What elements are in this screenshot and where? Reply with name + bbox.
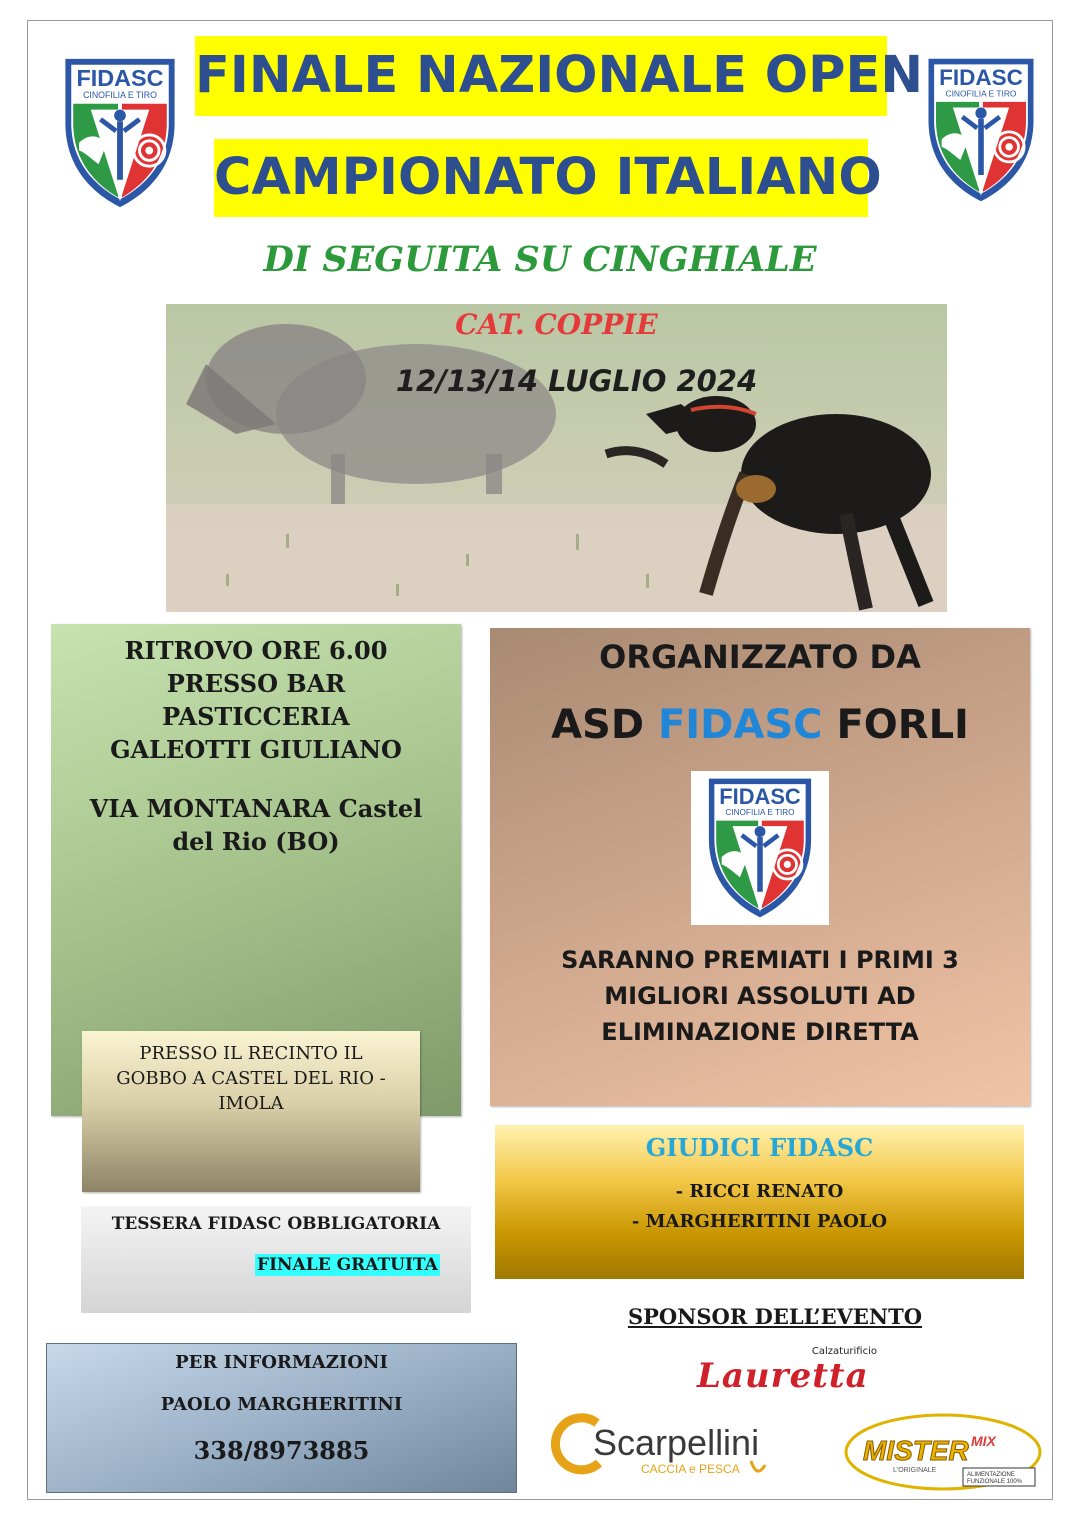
logo-name: FIDASC — [76, 65, 164, 92]
organizer-box — [490, 628, 1030, 1106]
logo-name: FIDASC — [939, 65, 1023, 90]
organizer-prefix: ASD — [551, 702, 645, 748]
scarpellini-tagline: CACCIA e PESCA — [641, 1462, 740, 1476]
title-line-1: FINALE NAZIONALE OPEN — [195, 36, 887, 116]
meeting-address — [51, 792, 461, 858]
meeting-line: PRESSO BAR — [166, 669, 346, 698]
venue-line: PRESSO IL RECINTO IL — [139, 1043, 363, 1064]
laurett-small: Calzaturificio — [811, 1346, 877, 1357]
meeting-point-text — [51, 634, 461, 766]
hero-photo — [166, 304, 947, 612]
venue-box — [82, 1031, 420, 1192]
prize-line: SARANNO PREMIATI I PRIMI 3 — [561, 946, 959, 974]
judges-box — [495, 1125, 1024, 1279]
info-phone: 338/8973885 — [193, 1436, 370, 1465]
free-final-highlight: FINALE GRATUITA — [257, 1255, 438, 1275]
organizer-logo — [691, 771, 829, 925]
organizer-label: ORGANIZZATO DA — [599, 638, 921, 676]
laurett-name: Lauretta — [697, 1356, 869, 1396]
fidasc-logo-left — [61, 55, 179, 211]
info-label: PER INFORMAZIONI — [175, 1352, 388, 1373]
logo-tagline: CINOFILIA E TIRO — [83, 89, 157, 100]
meeting-line: RITROVO ORE 6.00 — [124, 636, 388, 665]
prize-text — [490, 942, 1030, 1050]
organizer-brand: FIDASC — [657, 702, 823, 748]
boar-and-dog-image — [166, 304, 947, 612]
title-line-2: CAMPIONATO ITALIANO — [214, 139, 868, 217]
meeting-line: PASTICCERIA — [162, 702, 350, 731]
info-box — [46, 1343, 517, 1493]
logo-name: FIDASC — [719, 784, 801, 810]
mister-name: MISTER — [863, 1435, 969, 1466]
mister-tagline-2: FUNZIONALE 100% — [967, 1479, 1023, 1485]
logo-tagline: CINOFILIA E TIRO — [945, 88, 1017, 99]
venue-line: GOBBO A CASTEL DEL RIO - — [116, 1068, 386, 1089]
subtitle: DI SEGUITA SU CINGHIALE — [263, 239, 817, 280]
judge-name: - RICCI RENATO — [675, 1181, 844, 1202]
sponsor-scarpellini-logo — [551, 1405, 791, 1485]
scarpellini-name: Scarpellini — [593, 1422, 760, 1463]
mister-tagline-1: ALIMENTAZIONE — [967, 1472, 1015, 1478]
mister-small: L'ORIGINALE — [893, 1467, 937, 1474]
event-dates: 12/13/14 LUGLIO 2024 — [395, 364, 758, 398]
sponsor-title: SPONSOR DELL’EVENTO — [627, 1304, 923, 1329]
membership-box — [81, 1206, 471, 1313]
prize-line: ELIMINAZIONE DIRETTA — [601, 1018, 919, 1046]
prize-line: MIGLIORI ASSOLUTI AD — [604, 982, 916, 1010]
venue-text — [82, 1041, 420, 1116]
info-contact: PAOLO MARGHERITINI — [160, 1394, 403, 1415]
judges-title: GIUDICI FIDASC — [645, 1133, 874, 1162]
mister-name-2: MIX — [971, 1433, 996, 1449]
fidasc-logo-right — [921, 55, 1041, 205]
venue-line: IMOLA — [218, 1093, 284, 1114]
organizer-name — [490, 702, 1030, 748]
logo-tagline: CINOFILIA E TIRO — [725, 808, 795, 818]
sponsor-laurett-logo — [695, 1344, 885, 1400]
meeting-line: GALEOTTI GIULIANO — [110, 735, 402, 764]
sponsor-mistermix-logo — [843, 1412, 1043, 1492]
category-label: CAT. COPPIE — [455, 308, 658, 341]
organizer-city: FORLI — [836, 702, 969, 748]
address-line: VIA MONTANARA Castel — [89, 794, 423, 823]
address-line: del Rio (BO) — [172, 827, 340, 856]
judge-name: - MARGHERITINI PAOLO — [631, 1211, 888, 1232]
membership-required: TESSERA FIDASC OBBLIGATORIA — [111, 1214, 441, 1234]
